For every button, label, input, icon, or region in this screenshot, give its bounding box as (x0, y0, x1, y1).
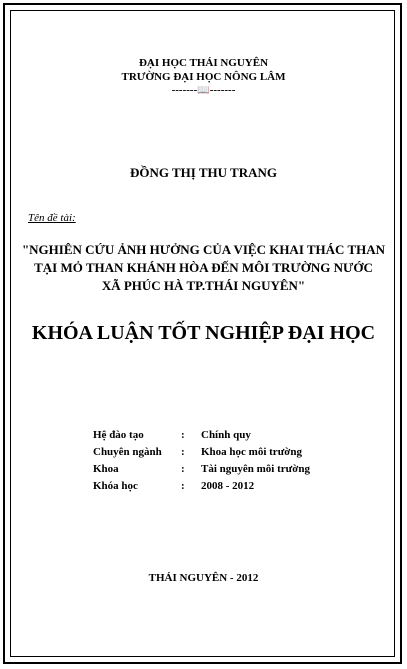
thesis-title (0, 241, 407, 295)
title-line: XÃ PHÚC HÀ TP.THÁI NGUYÊN" (101, 278, 306, 293)
info-colon: : (181, 446, 185, 458)
info-table (93, 429, 310, 497)
info-value: Khoa học môi trường (201, 446, 302, 458)
info-colon: : (181, 480, 185, 492)
info-value: Tài nguyên môi trường (201, 463, 310, 475)
thesis-type: KHÓA LUẬN TỐT NGHIỆP ĐẠI HỌC (31, 322, 376, 344)
title-line: TẠI MỎ THAN KHÁNH HÒA ĐẾN MÔI TRƯỜNG NƯỚC (34, 260, 373, 275)
info-label: Hệ đào tạo (93, 429, 144, 441)
info-row (93, 446, 310, 463)
info-row (93, 429, 310, 446)
info-label: Chuyên ngành (93, 446, 162, 458)
info-colon: : (181, 429, 185, 441)
school-name: TRƯỜNG ĐẠI HỌC NÔNG LÂM (121, 71, 286, 83)
author-name: ĐỒNG THỊ THU TRANG (129, 165, 277, 180)
info-value: Chính quy (201, 429, 251, 441)
footer-place-year: THÁI NGUYÊN - 2012 (148, 572, 259, 584)
topic-label: Tên đề tài: (28, 212, 76, 224)
university-header (0, 56, 407, 84)
info-value: 2008 - 2012 (201, 480, 255, 492)
ornament-dashes-left: ------- (171, 84, 198, 96)
info-colon: : (181, 463, 185, 475)
info-row (93, 480, 310, 497)
header-ornament (0, 84, 407, 96)
info-label: Khoa (93, 463, 119, 475)
ornament-dashes-right: ------- (209, 84, 236, 96)
title-line: "NGHIÊN CỨU ẢNH HƯỞNG CỦA VIỆC KHAI THÁC THAN (21, 242, 386, 257)
info-row (93, 463, 310, 480)
info-label: Khóa học (93, 480, 138, 492)
book-icon: 📖 (197, 84, 210, 96)
university-name: ĐẠI HỌC THÁI NGUYÊN (138, 57, 269, 69)
